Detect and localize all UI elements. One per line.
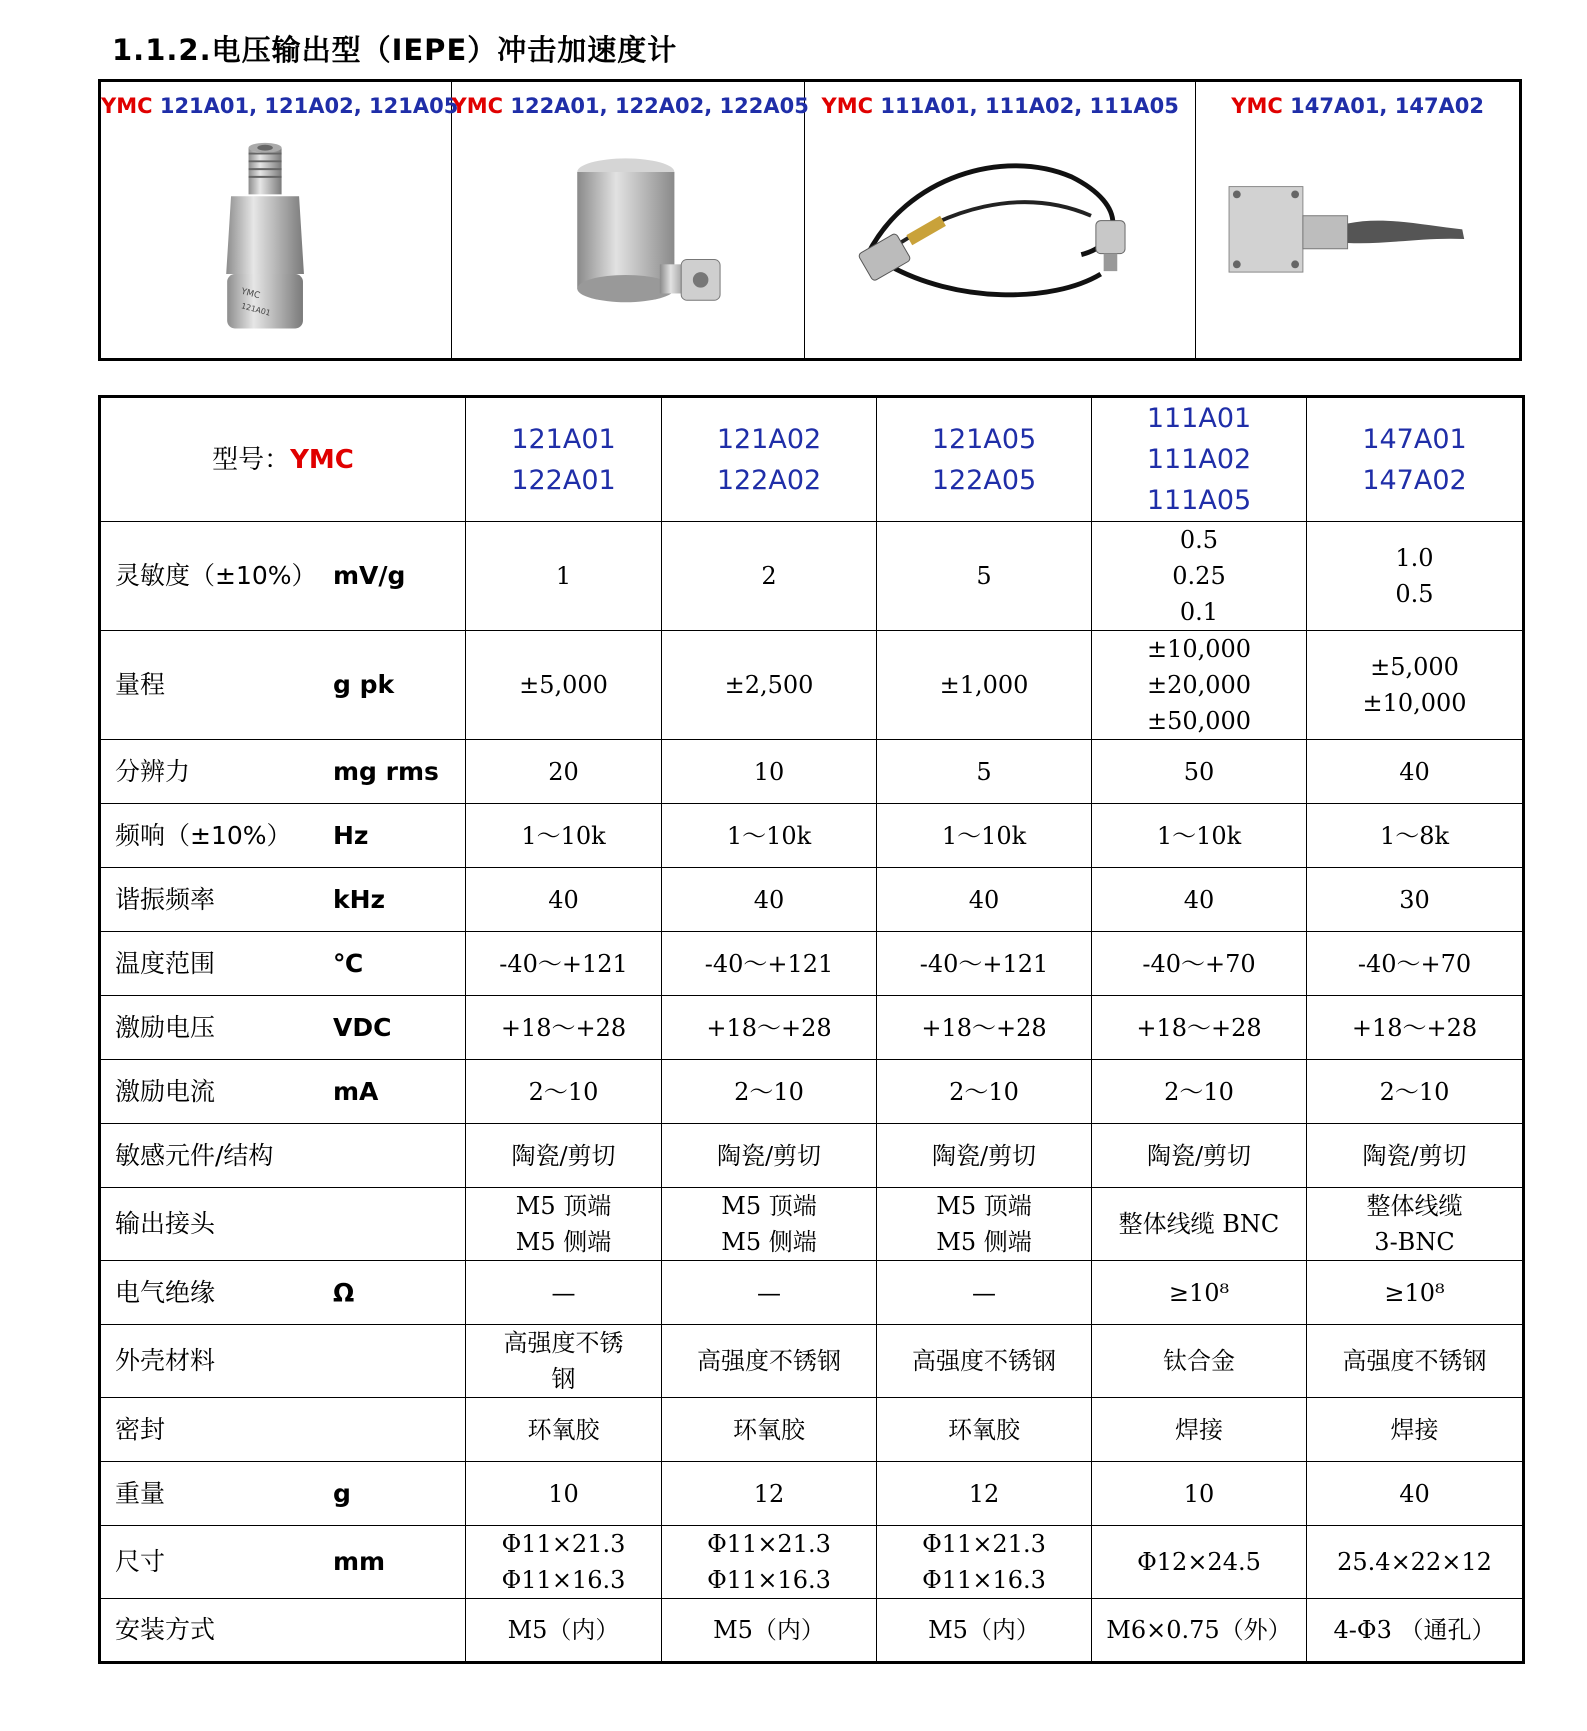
value-cell (662, 932, 877, 996)
model-column-header (1092, 397, 1307, 522)
value-text: 40 (753, 885, 785, 914)
value-text: 焊接 (1175, 1415, 1223, 1444)
parameter-name: 密封 (115, 1414, 166, 1444)
value-text: — (972, 1278, 996, 1307)
parameter-cell (100, 1124, 466, 1188)
model-number: 122A05 (931, 464, 1037, 496)
table-header-row (100, 397, 1524, 522)
value-text: 2～10 (1164, 1077, 1234, 1106)
value-text: 1～8k (1379, 821, 1450, 850)
parameter-name: 安装方式 (115, 1615, 216, 1644)
value-text: ±10,000 (1362, 689, 1467, 717)
value-cell (877, 1462, 1092, 1526)
model-number: 121A05 (931, 423, 1037, 455)
value-text: M6×0.75（外） (1106, 1616, 1292, 1644)
value-cell (466, 1188, 662, 1261)
product-cell-111 (805, 82, 1196, 358)
parameter-unit: VDC (333, 1012, 392, 1042)
value-text: ±20,000 (1146, 671, 1252, 699)
value-cell (1092, 1261, 1307, 1325)
brand-label: YMC (451, 94, 504, 118)
value-cell (877, 740, 1092, 804)
spec-row (100, 1599, 1524, 1663)
model-number: 147A02 (1362, 464, 1467, 496)
value-text: M5 顶端 (515, 1192, 612, 1220)
value-cell (1307, 804, 1524, 868)
value-cell (877, 996, 1092, 1060)
value-text: 50 (1183, 757, 1215, 786)
value-text: M5（内） (507, 1616, 620, 1644)
parameter-unit: Hz (333, 820, 369, 850)
section-heading: 1.1.2.电压输出型（IEPE）冲击加速度计 (112, 33, 678, 67)
value-cell (1092, 1398, 1307, 1462)
value-cell (1092, 1060, 1307, 1124)
value-text: ±2,500 (724, 671, 814, 699)
value-cell (466, 1261, 662, 1325)
model-column-header (466, 397, 662, 522)
product-label (1196, 94, 1519, 118)
value-text: 1.0 (1395, 544, 1434, 572)
spec-row (100, 868, 1524, 932)
spec-row (100, 1325, 1524, 1398)
value-cell (1092, 868, 1307, 932)
value-text: -40～+121 (704, 949, 834, 978)
value-cell (466, 868, 662, 932)
value-cell (1092, 932, 1307, 996)
value-cell (466, 740, 662, 804)
value-text: — (757, 1278, 781, 1307)
product-image-table (98, 79, 1522, 361)
value-text: 2～10 (734, 1077, 804, 1106)
value-text: +18～+28 (1136, 1013, 1262, 1042)
value-text: 40 (1399, 757, 1430, 786)
value-text: 12 (753, 1479, 785, 1508)
parameter-cell (100, 1526, 466, 1599)
parameter-name: 分辨力 (115, 756, 191, 786)
value-cell (877, 1188, 1092, 1261)
value-cell (877, 1526, 1092, 1599)
value-text: 0.5 (1179, 526, 1219, 554)
value-text: 整体线缆 BNC (1118, 1210, 1280, 1238)
value-cell (662, 1398, 877, 1462)
parameter-cell (100, 1398, 466, 1462)
value-cell (466, 1060, 662, 1124)
brand-label: YMC (821, 94, 874, 118)
parameter-name: 敏感元件/结构 (115, 1140, 274, 1170)
value-cell (877, 868, 1092, 932)
value-cell (877, 1325, 1092, 1398)
model-list: 122A01, 122A02, 122A05 (503, 94, 809, 118)
value-text: 高强度不锈 (503, 1329, 624, 1357)
svg-text:YMC: YMC (240, 286, 261, 302)
value-text: 40 (1183, 885, 1215, 914)
value-cell (1307, 1462, 1524, 1526)
value-cell (662, 868, 877, 932)
value-cell (1307, 1261, 1524, 1325)
value-text: Φ12×24.5 (1137, 1548, 1261, 1576)
value-cell (1092, 996, 1307, 1060)
value-cell (1092, 1526, 1307, 1599)
value-text: M5（内） (713, 1616, 825, 1644)
value-text: 环氧胶 (733, 1415, 805, 1444)
brand-label: YMC (101, 94, 153, 118)
value-text: 4-Φ3 （通孔） (1333, 1616, 1496, 1644)
value-cell (1307, 1599, 1524, 1663)
value-text: 陶瓷/剪切 (931, 1141, 1037, 1170)
spec-row (100, 932, 1524, 996)
spec-row (100, 1526, 1524, 1599)
parameter-name: 电气绝缘 (115, 1277, 216, 1307)
brand-label: YMC (290, 444, 354, 475)
model-number: 147A01 (1362, 423, 1467, 455)
value-cell (877, 1599, 1092, 1663)
value-cell (1092, 631, 1307, 740)
value-cell (1307, 522, 1524, 631)
parameter-name: 输出接头 (115, 1209, 216, 1238)
value-text: 1～10k (726, 821, 812, 850)
spec-row (100, 631, 1524, 740)
value-text: 5 (976, 757, 992, 786)
value-text: M5 顶端 (721, 1192, 817, 1220)
value-cell (662, 1188, 877, 1261)
parameter-cell (100, 932, 466, 996)
parameter-name: 灵敏度（±10%） (115, 561, 317, 590)
spec-row (100, 804, 1524, 868)
value-cell (877, 1261, 1092, 1325)
parameter-cell (100, 522, 466, 631)
value-text: 2 (761, 562, 777, 590)
value-cell (1307, 1188, 1524, 1261)
parameter-cell (100, 996, 466, 1060)
value-text: -40～+121 (499, 949, 628, 978)
svg-text:121A01: 121A01 (240, 301, 272, 318)
accelerometer-cable-bnc-image (805, 138, 1195, 344)
value-text: 1～10k (1156, 821, 1242, 850)
value-text: 0.5 (1395, 580, 1434, 608)
value-text: ≥10⁸ (1384, 1278, 1445, 1307)
value-text: Φ11×16.3 (707, 1566, 831, 1594)
accelerometer-triaxial-block-image (1196, 138, 1519, 344)
value-cell (1092, 1599, 1307, 1663)
value-text: 钢 (551, 1365, 576, 1393)
parameter-name: 频响（±10%） (115, 820, 292, 850)
parameter-name: 激励电流 (115, 1076, 216, 1106)
spec-row (100, 522, 1524, 631)
accelerometer-top-mount-image (101, 138, 451, 344)
value-cell (662, 1124, 877, 1188)
value-cell (466, 1398, 662, 1462)
parameter-name: 量程 (115, 670, 166, 699)
parameter-cell (100, 740, 466, 804)
model-number: 111A05 (1146, 485, 1252, 516)
value-text: 2～10 (528, 1077, 599, 1106)
value-cell (1307, 1124, 1524, 1188)
parameter-cell (100, 1261, 466, 1325)
parameter-unit: kHz (333, 884, 386, 914)
value-text: -40～+70 (1142, 949, 1256, 978)
value-cell (466, 631, 662, 740)
parameter-name: 谐振频率 (115, 884, 216, 914)
value-text: ±10,000 (1146, 635, 1252, 663)
value-cell (877, 631, 1092, 740)
value-cell (662, 631, 877, 740)
value-cell (1092, 804, 1307, 868)
value-cell (1307, 932, 1524, 996)
value-text: 1～10k (941, 821, 1027, 850)
value-cell (662, 1060, 877, 1124)
value-text: +18～+28 (921, 1013, 1047, 1042)
parameter-cell (100, 1599, 466, 1663)
value-cell (877, 804, 1092, 868)
value-text: Φ11×16.3 (501, 1566, 626, 1594)
value-text: M5 侧端 (936, 1228, 1032, 1256)
value-cell (1307, 868, 1524, 932)
model-number: 121A01 (511, 423, 616, 455)
value-cell (662, 1599, 877, 1663)
model-header-label (100, 397, 466, 522)
value-cell (877, 932, 1092, 996)
value-cell (662, 522, 877, 631)
value-cell (662, 1261, 877, 1325)
parameter-name: 外壳材料 (115, 1346, 216, 1375)
parameter-cell (100, 868, 466, 932)
value-cell (1307, 1526, 1524, 1599)
model-list: 147A01, 147A02 (1282, 94, 1485, 118)
value-cell (877, 1060, 1092, 1124)
accelerometer-side-mount-image (452, 138, 805, 344)
value-text: ±5,000 (519, 671, 608, 699)
value-text: 环氧胶 (527, 1415, 600, 1444)
value-text: ≥10⁸ (1168, 1278, 1230, 1307)
value-text: 0.1 (1179, 598, 1219, 626)
value-text: 高强度不锈钢 (912, 1347, 1056, 1375)
value-text: — (551, 1278, 576, 1307)
value-text: 钛合金 (1163, 1347, 1235, 1375)
value-cell (1092, 522, 1307, 631)
value-text: 40 (968, 885, 1000, 914)
product-cell-122 (451, 82, 809, 358)
value-text: 3-BNC (1374, 1228, 1455, 1256)
value-cell (466, 1599, 662, 1663)
value-cell (466, 522, 662, 631)
specification-table (98, 395, 1525, 1664)
value-cell (466, 1325, 662, 1398)
value-cell (1307, 1325, 1524, 1398)
parameter-unit: g (333, 1478, 351, 1508)
parameter-cell (100, 804, 466, 868)
product-cell-147 (1196, 82, 1519, 358)
spec-row (100, 740, 1524, 804)
model-column-header (662, 397, 877, 522)
parameter-unit: mg rms (333, 756, 439, 786)
value-text: 陶瓷/剪切 (1362, 1141, 1467, 1170)
model-number: 122A01 (511, 464, 616, 496)
value-text: 40 (548, 885, 579, 914)
value-text: 环氧胶 (948, 1415, 1020, 1444)
value-text: M5（内） (928, 1616, 1040, 1644)
value-text: M5 顶端 (936, 1192, 1032, 1220)
parameter-name: 重量 (115, 1478, 166, 1508)
value-cell (1092, 740, 1307, 804)
parameter-unit: g pk (333, 670, 395, 699)
value-cell (662, 740, 877, 804)
product-label (101, 94, 459, 118)
model-label-text: 型号： (212, 444, 291, 475)
value-text: 陶瓷/剪切 (1146, 1141, 1252, 1170)
value-text: 整体线缆 (1366, 1192, 1463, 1220)
spec-row (100, 996, 1524, 1060)
value-text: 12 (968, 1479, 1000, 1508)
product-label (805, 94, 1195, 118)
value-cell (662, 804, 877, 868)
spec-row (100, 1188, 1524, 1261)
parameter-name: 激励电压 (115, 1012, 216, 1042)
model-number: 122A02 (716, 464, 822, 496)
value-cell (877, 1398, 1092, 1462)
parameter-cell (100, 1462, 466, 1526)
spec-row (100, 1060, 1524, 1124)
value-text: 1～10k (521, 821, 606, 850)
value-text: 2～10 (1379, 1077, 1450, 1106)
value-text: 25.4×22×12 (1337, 1548, 1492, 1576)
value-text: Φ11×21.3 (922, 1530, 1046, 1558)
value-cell (662, 1325, 877, 1398)
spec-row (100, 1124, 1524, 1188)
value-text: 焊接 (1390, 1415, 1439, 1444)
value-cell (662, 1526, 877, 1599)
spec-row (100, 1398, 1524, 1462)
parameter-unit: ℃ (333, 948, 364, 978)
value-text: 10 (753, 757, 785, 786)
spec-row (100, 1261, 1524, 1325)
value-text: Φ11×21.3 (707, 1530, 831, 1558)
parameter-cell (100, 1060, 466, 1124)
value-text: Φ11×21.3 (501, 1530, 626, 1558)
model-number: 111A02 (1146, 444, 1252, 475)
value-text: 30 (1399, 885, 1430, 914)
model-column-header (877, 397, 1092, 522)
model-list: 111A01, 111A02, 111A05 (873, 94, 1179, 118)
value-text: 陶瓷/剪切 (716, 1141, 822, 1170)
value-cell (466, 1526, 662, 1599)
value-text: 5 (976, 562, 992, 590)
value-text: +18～+28 (1351, 1013, 1478, 1042)
value-text: ±50,000 (1146, 707, 1252, 735)
parameter-unit: Ω (333, 1277, 355, 1307)
value-text: Φ11×16.3 (922, 1566, 1046, 1594)
value-cell (1092, 1462, 1307, 1526)
value-text: 0.25 (1172, 562, 1226, 590)
parameter-unit: mA (333, 1076, 379, 1106)
value-cell (466, 1462, 662, 1526)
value-text: 20 (548, 757, 579, 786)
value-cell (662, 996, 877, 1060)
value-cell (1307, 1398, 1524, 1462)
parameter-unit: mV/g (333, 561, 406, 590)
value-cell (1092, 1325, 1307, 1398)
model-list: 121A01, 121A02, 121A05 (152, 94, 459, 118)
parameter-unit: mm (333, 1547, 386, 1576)
value-cell (877, 522, 1092, 631)
value-text: M5 侧端 (721, 1228, 817, 1256)
value-cell (1307, 1060, 1524, 1124)
value-cell (466, 996, 662, 1060)
value-text: 1 (555, 562, 572, 590)
value-cell (1092, 1188, 1307, 1261)
value-text: ±1,000 (939, 671, 1029, 699)
value-cell (466, 804, 662, 868)
value-text: M5 侧端 (515, 1228, 612, 1256)
brand-label: YMC (1231, 94, 1283, 118)
value-cell (877, 1124, 1092, 1188)
value-cell (466, 1124, 662, 1188)
value-text: -40～+70 (1357, 949, 1472, 978)
product-cell-121 (101, 82, 459, 358)
value-cell (466, 932, 662, 996)
value-text: 10 (548, 1479, 579, 1508)
value-text: 2～10 (949, 1077, 1019, 1106)
parameter-cell (100, 1325, 466, 1398)
value-text: ±5,000 (1370, 653, 1459, 681)
value-cell (1307, 740, 1524, 804)
value-text: +18～+28 (706, 1013, 832, 1042)
model-column-header (1307, 397, 1524, 522)
parameter-cell (100, 1188, 466, 1261)
value-cell (1307, 631, 1524, 740)
value-text: 40 (1399, 1479, 1430, 1508)
value-text: +18～+28 (500, 1013, 627, 1042)
model-number: 111A01 (1146, 403, 1252, 434)
value-text: 高强度不锈钢 (697, 1347, 841, 1375)
value-cell (1092, 1124, 1307, 1188)
parameter-cell (100, 631, 466, 740)
value-cell (662, 1462, 877, 1526)
parameter-name: 温度范围 (115, 948, 216, 978)
product-label (451, 94, 809, 118)
value-text: 高强度不锈钢 (1342, 1347, 1487, 1375)
value-cell (1307, 996, 1524, 1060)
model-number: 121A02 (716, 423, 822, 455)
value-text: 10 (1183, 1479, 1215, 1508)
parameter-name: 尺寸 (115, 1547, 166, 1576)
spec-row (100, 1462, 1524, 1526)
value-text: -40～+121 (919, 949, 1049, 978)
value-text: 陶瓷/剪切 (511, 1141, 616, 1170)
